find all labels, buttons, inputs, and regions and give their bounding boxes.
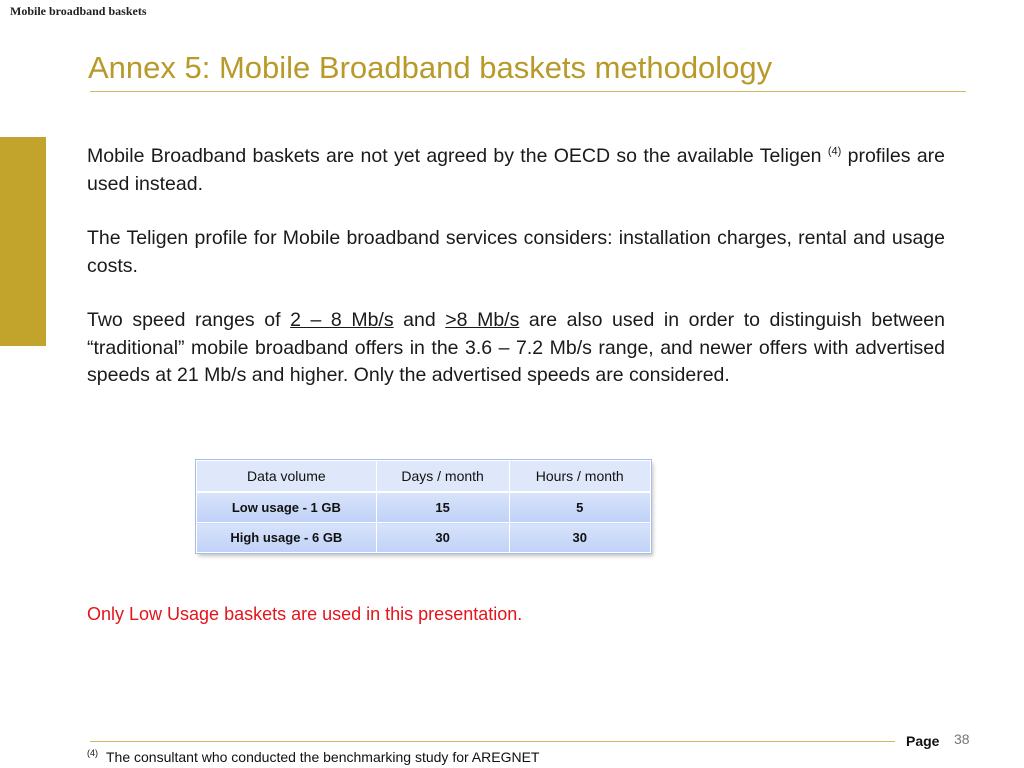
paragraph-speed-text-c: are also used in order to distinguish between “traditional” mobile broadband offers in the 3.6 – 7.2 Mb/s range, and newer offers with advertised speeds at 21 Mb/s and higher. Only the advertised speeds are considered. bbox=[87, 309, 945, 386]
title-divider bbox=[90, 91, 966, 92]
cell-data-volume: High usage - 6 GB bbox=[197, 523, 377, 553]
cell-data-volume: Low usage - 1 GB bbox=[197, 492, 377, 523]
cell-hours-month: 30 bbox=[509, 523, 651, 553]
page-label: Page bbox=[906, 733, 940, 749]
footnote-ref: (4) bbox=[827, 145, 842, 158]
footer-divider bbox=[90, 741, 895, 742]
table-row bbox=[197, 492, 651, 523]
speed-range-high: >8 Mb/s bbox=[445, 309, 520, 331]
paragraph-speed-ranges bbox=[87, 307, 945, 390]
usage-table bbox=[196, 460, 651, 553]
paragraph-intro-text-b: profiles are used instead. bbox=[87, 145, 945, 195]
table-row bbox=[197, 523, 651, 553]
paragraph-speed-text-a: Two speed ranges of bbox=[87, 309, 291, 331]
header-hours-month: Hours / month bbox=[509, 461, 651, 493]
page-number: 38 bbox=[954, 731, 970, 747]
footnote bbox=[87, 749, 539, 765]
header-data-volume: Data volume bbox=[197, 461, 377, 493]
header-days-month: Days / month bbox=[376, 461, 509, 493]
table-header-row bbox=[197, 461, 651, 493]
paragraph-intro bbox=[87, 143, 945, 198]
cell-days-month: 15 bbox=[376, 492, 509, 523]
speed-range-low: 2 – 8 Mb/s bbox=[290, 309, 394, 331]
paragraph-speed-text-b: and bbox=[393, 309, 446, 331]
page-title: Annex 5: Mobile Broadband baskets methodology bbox=[88, 50, 773, 85]
cell-hours-month: 5 bbox=[509, 492, 651, 523]
usage-note: Only Low Usage baskets are used in this presentation. bbox=[87, 604, 523, 624]
footnote-text: The consultant who conducted the benchmarking study for AREGNET bbox=[106, 749, 540, 765]
side-accent-bar bbox=[0, 137, 46, 346]
cell-days-month: 30 bbox=[376, 523, 509, 553]
paragraph-profile: The Teligen profile for Mobile broadband services considers: installation charges, rental and usage costs. bbox=[87, 227, 945, 277]
paragraph-intro-text-a: Mobile Broadband baskets are not yet agreed by the OECD so the available Teligen bbox=[87, 145, 828, 167]
header-label: Mobile broadband baskets bbox=[10, 4, 147, 18]
footnote-mark: (4) bbox=[87, 748, 98, 759]
